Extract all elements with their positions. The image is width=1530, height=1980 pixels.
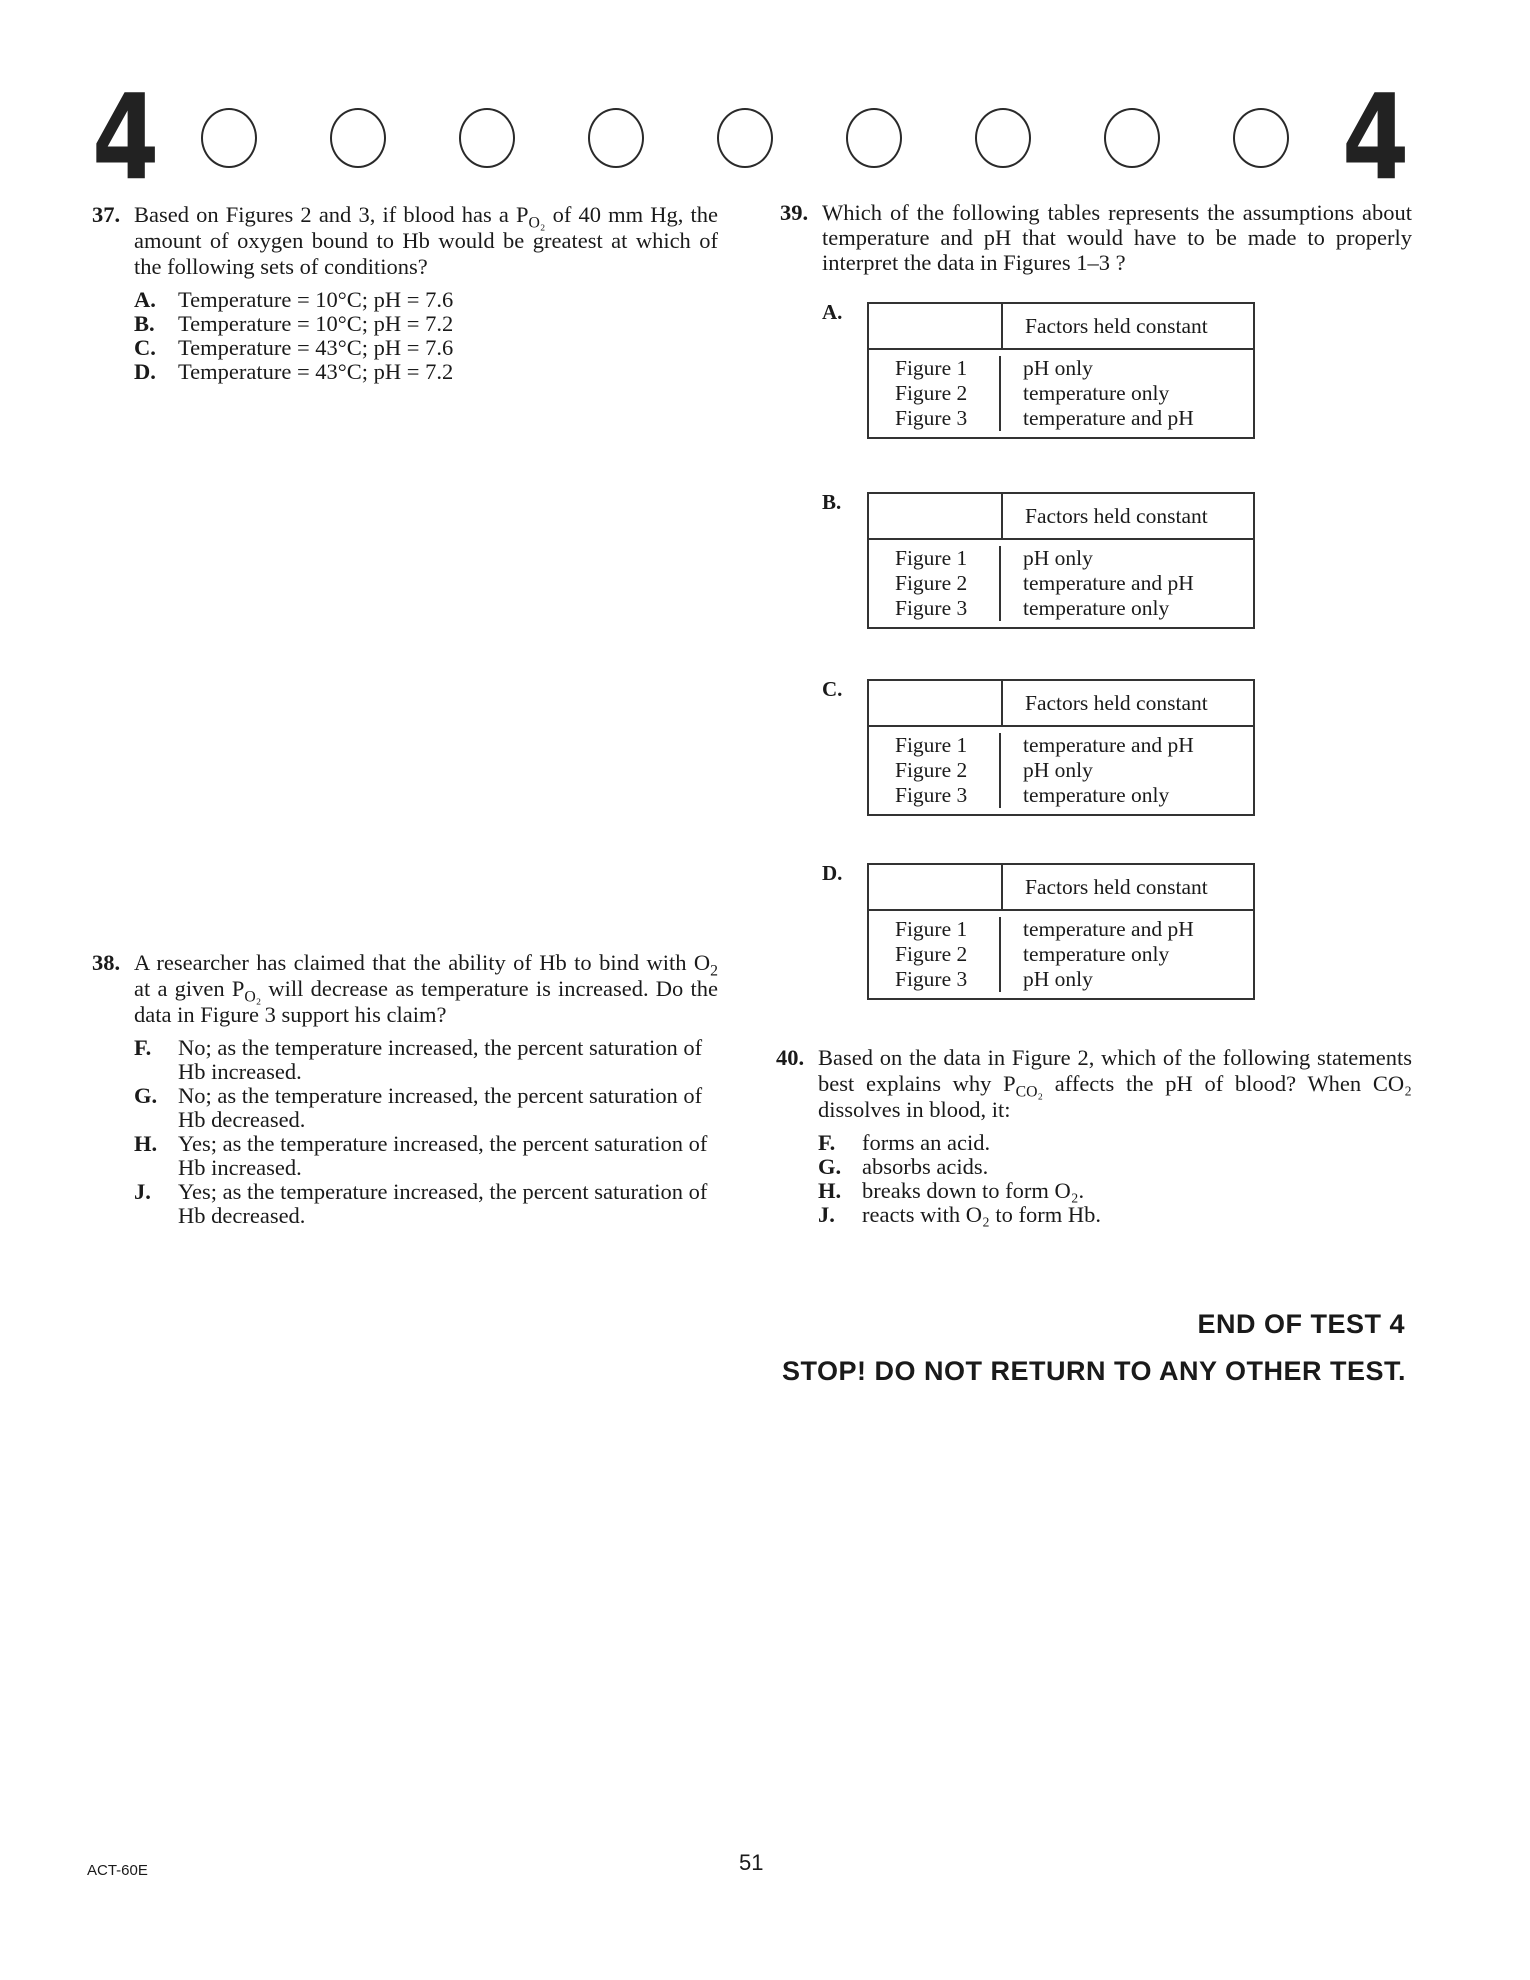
table-cell: temperature and pH xyxy=(1023,733,1194,757)
answer-option-f[interactable] xyxy=(134,1036,718,1084)
answer-option-j[interactable] xyxy=(818,1203,1412,1227)
question-40 xyxy=(776,1045,1412,1227)
answer-options xyxy=(134,288,718,384)
option-letter: A. xyxy=(134,287,156,312)
option-text: Temperature = 10°C; pH = 7.2 xyxy=(178,311,454,336)
answer-option-h[interactable] xyxy=(818,1179,1412,1203)
answer-option-d[interactable] xyxy=(134,360,718,384)
header-circle xyxy=(1233,108,1289,168)
option-letter: B. xyxy=(822,490,842,514)
table-cell: Figure 3 xyxy=(895,967,968,991)
table-cell: Figure 3 xyxy=(895,783,968,807)
option-letter: D. xyxy=(134,359,156,384)
option-letter: J. xyxy=(818,1202,835,1227)
option-letter: C. xyxy=(134,335,156,360)
page-number: 51 xyxy=(739,1850,764,1875)
question-37 xyxy=(92,202,718,384)
stem-text: Based on the data in Figure 2, which of the following statements best explains why P xyxy=(818,1045,1412,1096)
answer-option-b[interactable] xyxy=(134,312,718,336)
question-number: 40. xyxy=(776,1045,805,1070)
stem-text: of 40 mm Hg, the amount of oxygen bound to Hb would be greatest at which of the following sets of conditions? xyxy=(134,202,719,279)
option-letter: A. xyxy=(822,300,843,324)
option-text: Temperature = 43°C; pH = 7.6 xyxy=(178,335,454,360)
section-number-left: 4 xyxy=(92,68,160,206)
table-header: Factors held constant xyxy=(1025,314,1208,338)
option-text: breaks down to form O₂. xyxy=(862,1178,1085,1203)
header-circle xyxy=(717,108,773,168)
option-letter: H. xyxy=(818,1178,842,1203)
option-letter: G. xyxy=(818,1154,842,1179)
question-stem: Which of the following tables represents the assumptions about temperature and pH that would have to be made to properly interpret the data in Figures 1–3 ? xyxy=(822,200,1412,275)
option-table xyxy=(867,679,1255,816)
question-number: 39. xyxy=(780,200,809,225)
question-number: 37. xyxy=(92,202,121,227)
subscript: O₂ xyxy=(528,214,546,232)
form-code: ACT-60E xyxy=(87,1862,148,1879)
question-number: 38. xyxy=(92,950,121,975)
table-cell: temperature and pH xyxy=(1023,406,1194,430)
table-cell: Figure 2 xyxy=(895,758,968,782)
answer-option-g[interactable] xyxy=(818,1155,1412,1179)
table-cell: Figure 2 xyxy=(895,942,968,966)
table-header: Factors held constant xyxy=(1025,504,1208,528)
table-cell: Figure 1 xyxy=(895,733,968,757)
question-stem xyxy=(134,202,718,280)
table-cell: Figure 1 xyxy=(895,917,968,941)
header-circle xyxy=(846,108,902,168)
subscript: CO₂ xyxy=(1015,1083,1044,1101)
table-cell: temperature only xyxy=(1023,783,1170,807)
answer-option-j[interactable] xyxy=(134,1180,718,1228)
option-text: No; as the temperature increased, the percent saturation of Hb increased. xyxy=(178,1035,703,1084)
table-cell: Figure 3 xyxy=(895,596,968,620)
end-of-test-heading: END OF TEST 4 xyxy=(1197,1309,1405,1339)
table-header: Factors held constant xyxy=(1025,875,1208,899)
header-circle xyxy=(1104,108,1160,168)
header-circle xyxy=(201,108,257,168)
option-text: Yes; as the temperature increased, the percent saturation of Hb decreased. xyxy=(178,1179,708,1228)
answer-option-f[interactable] xyxy=(818,1131,1412,1155)
stem-text: at a given P xyxy=(134,976,245,1001)
table-header: Factors held constant xyxy=(1025,691,1208,715)
table-cell: Figure 3 xyxy=(895,406,968,430)
stem-text: A researcher has claimed that the ability of Hb to bind with O xyxy=(134,950,711,975)
option-text: Yes; as the temperature increased, the percent saturation of Hb increased. xyxy=(178,1131,708,1180)
table-cell: pH only xyxy=(1023,967,1093,991)
section-number-right: 4 xyxy=(1342,68,1410,206)
answer-option-c[interactable] xyxy=(134,336,718,360)
option-letter: D. xyxy=(822,861,843,885)
answer-options xyxy=(134,1036,718,1228)
option-letter: F. xyxy=(134,1035,152,1060)
table-cell: temperature and pH xyxy=(1023,917,1194,941)
header-circle xyxy=(330,108,386,168)
question-stem xyxy=(818,1045,1412,1123)
option-text: No; as the temperature increased, the percent saturation of Hb decreased. xyxy=(178,1083,703,1132)
option-letter: F. xyxy=(818,1130,836,1155)
subscript: 2 xyxy=(710,962,718,980)
option-text: Temperature = 43°C; pH = 7.2 xyxy=(178,359,454,384)
option-letter: G. xyxy=(134,1083,158,1108)
option-letter: H. xyxy=(134,1131,158,1156)
table-cell: Figure 1 xyxy=(895,546,968,570)
question-stem xyxy=(134,950,718,1028)
table-cell: temperature only xyxy=(1023,596,1170,620)
table-cell: Figure 2 xyxy=(895,381,968,405)
table-cell: Figure 1 xyxy=(895,356,968,380)
option-table xyxy=(867,863,1255,1000)
option-text: absorbs acids. xyxy=(862,1154,989,1179)
option-letter: C. xyxy=(822,677,843,701)
question-38 xyxy=(92,950,718,1228)
table-cell: temperature and pH xyxy=(1023,571,1194,595)
option-table xyxy=(867,492,1255,629)
answer-option-a[interactable] xyxy=(134,288,718,312)
option-table xyxy=(867,302,1255,439)
table-cell: temperature only xyxy=(1023,381,1170,405)
header-circle xyxy=(588,108,644,168)
table-cell: pH only xyxy=(1023,546,1093,570)
answer-option-g[interactable] xyxy=(134,1084,718,1132)
stem-text: will decrease as temperature is increased. Do the data in Figure 3 support his claim? xyxy=(134,976,718,1027)
option-text: forms an acid. xyxy=(862,1130,991,1155)
option-text: Temperature = 10°C; pH = 7.6 xyxy=(178,287,454,312)
option-letter: B. xyxy=(134,311,155,336)
stem-text: affects the pH of blood? When CO₂ dissolves in blood, it: xyxy=(818,1071,1412,1122)
table-cell: pH only xyxy=(1023,758,1093,782)
table-cell: pH only xyxy=(1023,356,1093,380)
option-text: reacts with O₂ to form Hb. xyxy=(862,1202,1102,1227)
question-39 xyxy=(780,200,1412,275)
table-cell: temperature only xyxy=(1023,942,1170,966)
header-circle xyxy=(459,108,515,168)
stem-text: Based on Figures 2 and 3, if blood has a P xyxy=(134,202,529,227)
answer-options xyxy=(818,1131,1412,1227)
stop-instruction: STOP! DO NOT RETURN TO ANY OTHER TEST. xyxy=(781,1356,1406,1386)
option-letter: J. xyxy=(134,1179,151,1204)
subscript: O₂ xyxy=(244,988,262,1006)
table-cell: Figure 2 xyxy=(895,571,968,595)
header-circle xyxy=(975,108,1031,168)
answer-option-h[interactable] xyxy=(134,1132,718,1180)
